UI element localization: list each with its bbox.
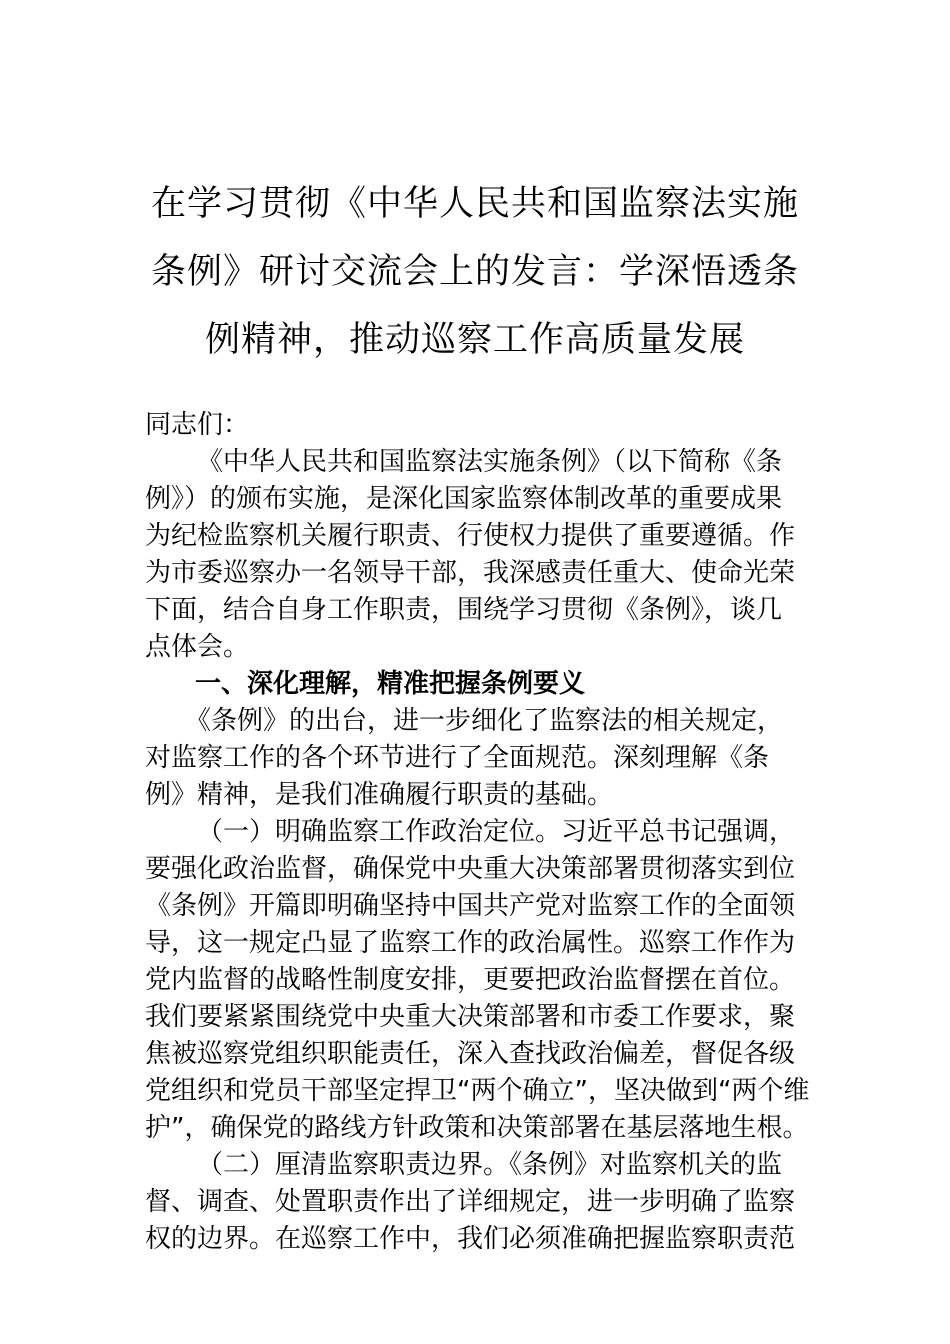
paragraph-line: 党内监督的战略性制度安排，更要把政治监督摆在首位。 [145,965,796,995]
paragraph-line: 护”，确保党的路线方针政策和决策部署在基层落地生根。 [145,1113,809,1143]
paragraph-line: 权的边界。在巡察工作中，我们必须准确把握监察职责范 [145,1224,796,1254]
paragraph-line: 党组织和党员干部坚定捍卫“两个确立”，坚决做到“两个维 [145,1076,810,1106]
paragraph-line: （一）明确监察工作政治定位。习近平总书记强调， [197,817,796,847]
document-body [145,407,810,1258]
paragraph-line: 对监察工作的各个环节进行了全面规范。深刻理解《条 [145,743,770,773]
title-line: 在学习贯彻《中华人民共和国监察法实施 [150,184,799,224]
paragraph-line: 《条例》开篇即明确坚持中国共产党对监察工作的全面领 [145,891,796,921]
paragraph-line: 下面，结合自身工作职责，围绕学习贯彻《条例》，谈几 [145,595,783,625]
paragraph-line: 焦被巡察党组织职能责任，深入查找政治偏差，督促各级 [145,1039,796,1069]
paragraph-line: 督、调查、处置职责作出了详细规定，进一步明确了监察 [145,1187,796,1217]
title-line: 例精神，推动巡察工作高质量发展 [204,320,745,360]
paragraph-line: 点体会。 [145,632,250,662]
paragraph-line: 例》）的颁布实施，是深化国家监察体制改革的重要成果 [145,484,783,514]
paragraph-line: 要强化政治监督，确保党中央重大决策部署贯彻落实到位 [145,854,796,884]
salutation: 同志们： [145,410,250,440]
paragraph-line: 《中华人民共和国监察法实施条例》（以下简称《条 [197,447,783,477]
paragraph-line: 例》精神，是我们准确履行职责的基础。 [145,780,614,810]
paragraph-line: （二）厘清监察职责边界。《条例》对监察机关的监 [197,1150,783,1180]
document-title [150,170,800,374]
paragraph-line: 《条例》的出台，进一步细化了监察法的相关规定， [185,706,784,736]
paragraph-line: 我们要紧紧围绕党中央重大决策部署和市委工作要求，聚 [145,1002,796,1032]
title-line: 条例》研讨交流会上的发言：学深悟透条 [150,252,799,292]
paragraph-line: 为市委巡察办一名领导干部，我深感责任重大、使命光荣 [145,558,796,588]
paragraph-line: 导，这一规定凸显了监察工作的政治属性。巡察工作作为 [145,928,796,958]
paragraph-line: 为纪检监察机关履行职责、行使权力提供了重要遵循。作 [145,521,796,551]
section-heading: 一、深化理解，精准把握条例要义 [195,669,586,699]
